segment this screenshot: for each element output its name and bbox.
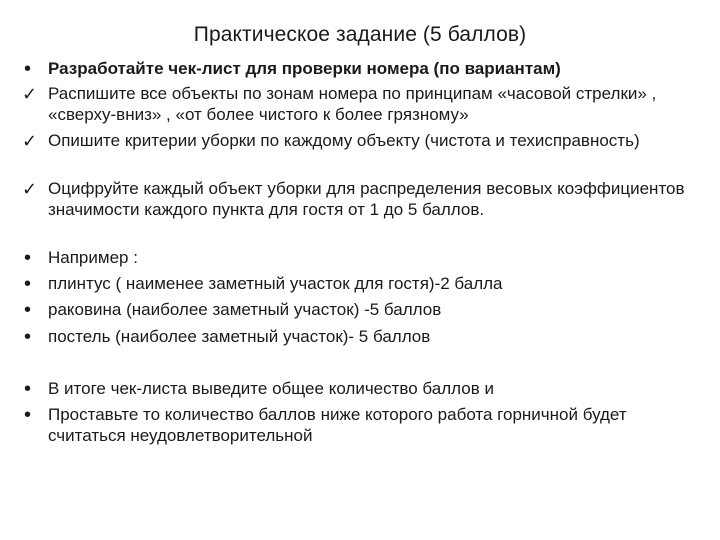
list-item-text: раковина (наиболее заметный участок) -5 баллов [48,300,442,319]
list-item-text: Разработайте чек-лист для проверки номера (по вариантам) [48,59,561,78]
list-item-text: В итоге чек-листа выведите общее количество баллов и [48,379,494,398]
list-item-text: Распишите все объекты по зонам номера по принципам «часовой стрелки» , «сверху-вниз» , «от более чистого к более грязному» [48,84,657,124]
checkmark-icon: ✓ [22,84,38,104]
list-item-text: Например : [48,248,138,267]
bullet-icon: • [24,404,32,426]
list-item-text: постель (наиболее заметный участок)- 5 баллов [48,327,431,346]
checkmark-icon: ✓ [22,131,38,151]
bullet-icon: • [24,378,32,400]
list-item-text: Опишите критерии уборки по каждому объекту (чистота и техисправность) [48,131,640,150]
bullet-icon: • [24,247,32,269]
slide-title: Практическое задание (5 баллов) [193,23,527,46]
checkmark-icon: ✓ [22,179,38,199]
bullet-icon: • [24,273,32,295]
bullet-icon: • [24,299,32,321]
list-item-text: Проставьте то количество баллов ниже которого работа горничной будет считаться неудовлетворительной [48,405,627,445]
list-item-text: Оцифруйте каждый объект уборки для распределения весовых коэффициентов значимости каждого пункта для гостя от 1 до 5 баллов. [48,179,685,219]
list-item-text: плинтус ( наименее заметный участок для гостя)-2 балла [48,274,503,293]
bullet-icon: • [24,326,32,348]
bullet-icon: • [24,58,32,80]
